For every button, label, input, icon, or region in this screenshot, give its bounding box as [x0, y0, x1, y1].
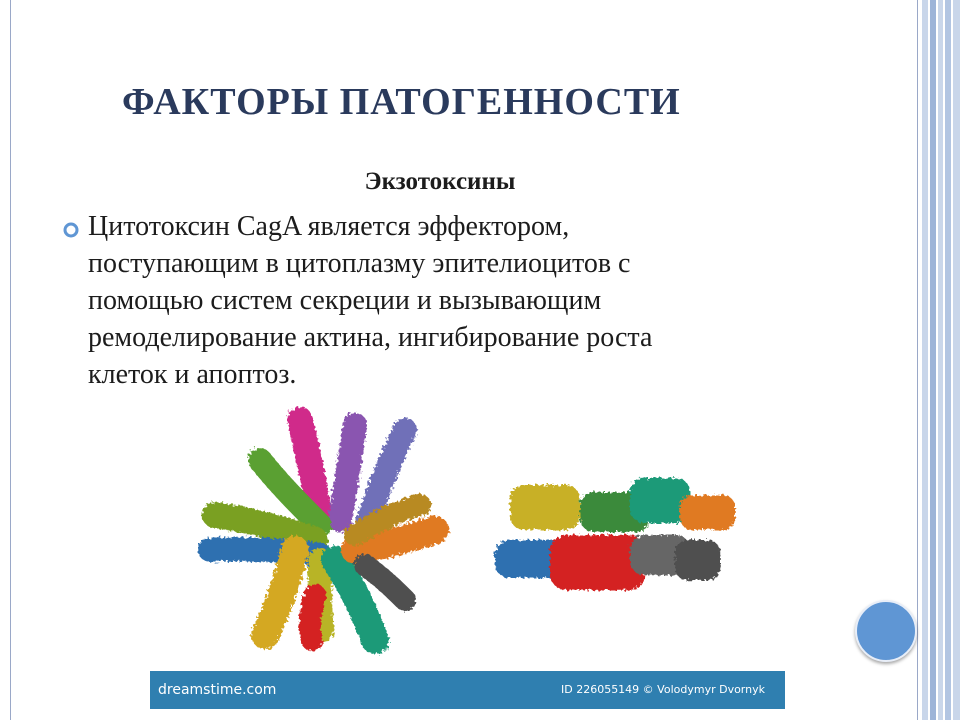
- protein-structure-image: [150, 400, 785, 710]
- right-protein-complex: [495, 478, 735, 590]
- slide-title: ФАКТОРЫ ПАТОГЕННОСТИ: [122, 81, 681, 123]
- bullet-line: ремоделирование актина, ингибирование роста: [88, 322, 653, 353]
- side-stripe: [938, 0, 943, 720]
- stock-photo-banner: [150, 671, 785, 709]
- left-protein-complex: [210, 420, 435, 640]
- side-stripe: [945, 0, 951, 720]
- stock-logo-text: dreamstime.com: [158, 682, 277, 698]
- side-stripe: [953, 0, 960, 720]
- bullet-line: клеток и апоптоз.: [88, 359, 297, 390]
- slide-subtitle: Экзотоксины: [364, 168, 516, 195]
- bullet-text: [88, 208, 868, 393]
- decorative-circle-icon: [855, 600, 917, 662]
- bullet-line: помощью систем секреции и вызывающим: [88, 285, 602, 316]
- bullet-line: Цитотоксин CagA является эффектором,: [88, 211, 570, 242]
- side-stripe: [930, 0, 936, 720]
- stock-id-text: ID 226055149 © Volodymyr Dvornyk: [560, 683, 765, 696]
- side-stripe: [922, 0, 928, 720]
- bullet-ring-icon: [62, 221, 80, 239]
- bullet-line: поступающим в цитоплазму эпителиоцитов с: [88, 248, 631, 279]
